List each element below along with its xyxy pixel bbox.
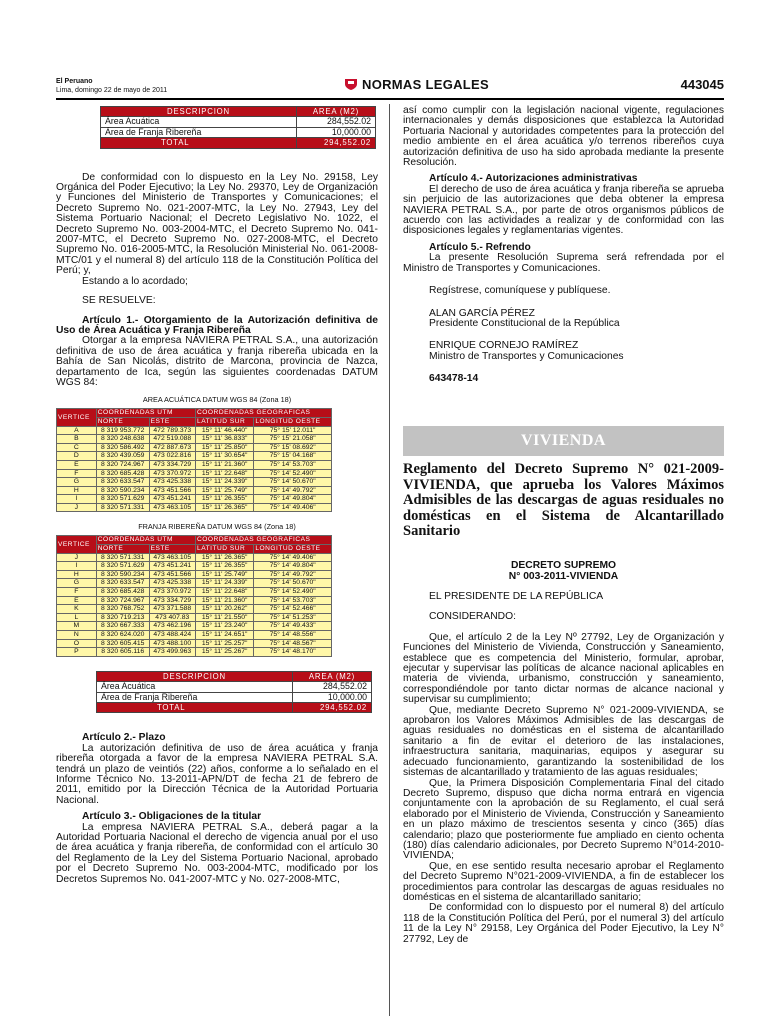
table-row xyxy=(57,553,332,562)
cell-vertice: J xyxy=(57,503,97,512)
cell-lon: 75° 14' 49.433" xyxy=(254,622,332,631)
paragraph: De conformidad con lo dispuesto en la Ley No. 29158, Ley Orgánica del Poder Ejecutivo; la Ley No. 29370, Ley de Organización y Funciones del Ministerio de Transportes y Comunicaciones; el Decreto Supremo No. 021-2007-MTC, la Ley No. 27943, Ley del Sistema Portuario Nacional; el Decreto Legislativo No. 1022, el Decreto Supremo No. 003-2004-MTC, el Decreto Supremo No. 041-2007-MTC, el Decreto Supremo No. 027-2008-MTC, el Decreto Supremo No. 016-2005-MTC, la Resolución Ministerial No. 061-2008-MTC/01 y el numeral 8) del artículo 118 de la Constitución Política del Perú; y, xyxy=(56,171,378,277)
row-value: 10,000.00 xyxy=(297,127,376,137)
cell-norte: 8 320 590.234 xyxy=(96,486,149,495)
publication-code: 643478-14 xyxy=(429,373,479,385)
total-value: 294,552.02 xyxy=(297,138,376,148)
row-value: 284,552.02 xyxy=(293,682,372,692)
col-desc: DESCRIPCION xyxy=(101,107,297,117)
table-row xyxy=(57,426,332,435)
article-title: Artículo 4.- Autorizaciones administrativas xyxy=(429,173,638,185)
paragraph: Otorgar a la empresa NAVIERA PETRAL S.A., una autorización definitiva de uso de área acuática y franja ribereña ubicada en la Bahía de San Nicolás, distrito de Marcona, provincia de Nazca, departamento de Ica, según las siguientes coordenadas DATUM WGS 84: xyxy=(56,335,378,388)
cell-lon: 75° 14' 53.703" xyxy=(254,460,332,469)
cell-lat: 15° 11' 22.648" xyxy=(196,588,254,597)
page-number: 443045 xyxy=(680,77,724,92)
cell-lat: 15° 11' 24.651" xyxy=(196,631,254,640)
section-bar-vivienda: VIVIENDA xyxy=(403,426,724,456)
table-row xyxy=(57,639,332,648)
cell-lon: 75° 14' 48.556" xyxy=(254,631,332,640)
table-row xyxy=(57,570,332,579)
cell-vertice: E xyxy=(57,596,97,605)
newspaper-name: El Peruano xyxy=(56,78,93,85)
cell-vertice: P xyxy=(57,648,97,657)
th-geo: COORDENADAS GEOGRAFICAS xyxy=(196,409,332,418)
paragraph: El derecho de uso de área acuática y franja ribereña se aprueba sin perjuicio de las autorizaciones que deba obtener la empresa NAVIERA PETRAL S.A., por parte de otros organismos públicos de acuerdo con las actividades a realizar y de conformidad con las disposiciones legales y reglamentarias vigentes. xyxy=(403,183,724,237)
cell-este: 473 334.729 xyxy=(149,460,195,469)
cell-este: 472 789.373 xyxy=(149,426,195,435)
total-label: TOTAL xyxy=(101,138,297,148)
cell-este: 473 451.566 xyxy=(149,570,195,579)
th-este: ESTE xyxy=(149,417,195,426)
cell-lon: 75° 14' 49.792" xyxy=(254,570,332,579)
cell-lon: 75° 14' 50.670" xyxy=(254,579,332,588)
cell-vertice: F xyxy=(57,469,97,478)
table-row xyxy=(57,605,332,614)
cell-lat: 15° 11' 26.355" xyxy=(196,562,254,571)
table-row xyxy=(57,452,332,461)
cell-norte: 8 320 571.331 xyxy=(96,503,149,512)
th-lat: LATITUD SUR xyxy=(196,417,254,426)
signatory-name: ENRIQUE CORNEJO RAMÍREZ xyxy=(429,340,579,352)
closing-formula: Regístrese, comuníquese y publíquese. xyxy=(429,285,611,297)
cell-vertice: F xyxy=(57,588,97,597)
cell-lon: 75° 15' 21.058" xyxy=(254,435,332,444)
row-value: 284,552.02 xyxy=(297,117,376,127)
cell-lon: 75° 14' 53.703" xyxy=(254,596,332,605)
cell-vertice: G xyxy=(57,579,97,588)
th-vertice: VERTICE xyxy=(57,536,97,553)
cell-lat: 15° 11' 24.339" xyxy=(196,579,254,588)
table-caption: FRANJA RIBEREÑA DATUM WGS 84 (Zona 18) xyxy=(138,522,296,532)
right-column-bottom xyxy=(403,592,724,945)
cell-vertice: K xyxy=(57,605,97,614)
cell-lat: 15° 11' 25.257" xyxy=(196,639,254,648)
cell-vertice: L xyxy=(57,613,97,622)
cell-este: 473 451.241 xyxy=(149,495,195,504)
paragraph: Que, la Primera Disposición Complementaria Final del citado Decreto Supremo, dispuso que dicha norma entrará en vigencia conjuntamente con la aprobación de su Reglamento, el cual será elaborado por el Ministerio de Vivienda, Construcción y Saneamiento en un plazo máximo de trescientos sesenta y cinco (365) días calendario; plazo que posteriormente fue ampliado en ciento ochenta (180) días calendario adicionales, por Decreto Supremo N°014-2010-VIVIENDA; xyxy=(403,777,724,862)
th-geo: COORDENADAS GEOGRAFICAS xyxy=(196,536,332,545)
signatory-title: Presidente Constitucional de la República xyxy=(429,317,620,329)
cell-este: 473 451.241 xyxy=(149,562,195,571)
paragraph: Que, mediante Decreto Supremo N° 021-2009-VIVIENDA, se aprobaron los Valores Máximos Admisibles de las descargas de aguas residuales no domésticas en el sistema de alcantarillado sanitario a fin de evitar el deterioro de las instalaciones, infraestructura sanitaria, maquinarias, equipos y asegurar su adecuado funcionamiento, garantizando la sostenibilidad de los sistemas de alcantarillado y tratamiento de las aguas residuales; xyxy=(403,704,724,779)
table-row xyxy=(57,469,332,478)
cell-lon: 75° 14' 49.406" xyxy=(254,553,332,562)
cell-lat: 15° 11' 20.262" xyxy=(196,605,254,614)
table-row xyxy=(57,622,332,631)
area-summary-table-bottom xyxy=(96,671,372,714)
article-title: Artículo 5.- Refrendo xyxy=(429,241,531,253)
table-row xyxy=(57,503,332,512)
cell-norte: 8 320 768.752 xyxy=(96,605,149,614)
col-area: AREA (M2) xyxy=(297,107,376,117)
cell-lat: 15° 11' 26.365" xyxy=(196,553,254,562)
th-norte: NORTE xyxy=(96,545,149,554)
cell-lat: 15° 11' 21.360" xyxy=(196,460,254,469)
cell-lon: 75° 14' 48.567" xyxy=(254,639,332,648)
cell-lon: 75° 15' 12.011" xyxy=(254,426,332,435)
cell-este: 473 370.972 xyxy=(149,588,195,597)
cell-lon: 75° 14' 49.406" xyxy=(254,503,332,512)
row-label: Área de Franja Ribereña xyxy=(97,692,293,702)
president-heading: EL PRESIDENTE DE LA REPÚBLICA xyxy=(429,591,604,602)
signatory-title: Ministro de Transportes y Comunicaciones xyxy=(429,350,624,362)
right-column-top xyxy=(403,106,724,385)
cell-lon: 75° 14' 49.792" xyxy=(254,486,332,495)
cell-lat: 15° 11' 25.749" xyxy=(196,570,254,579)
table-row xyxy=(57,596,332,605)
cell-lat: 15° 11' 26.365" xyxy=(196,503,254,512)
cell-este: 473 463.105 xyxy=(149,503,195,512)
cell-vertice: J xyxy=(57,553,97,562)
cell-lat: 15° 11' 25.267" xyxy=(196,648,254,657)
cell-este: 473 407.83 xyxy=(149,613,195,622)
cell-norte: 8 320 724.967 xyxy=(96,460,149,469)
paragraph: Que, el artículo 2 de la Ley Nº 27792, Ley de Organización y Funciones del Ministerio de Vivienda, Construcción y Saneamiento, establece que es competencia del Ministerio, formular, aprobar, ejecutar y supervisar las políticas de alcance nacional aplicables en materia de vivienda, urbanismo, construcción y saneamiento, correspondiéndole por tanto dictar normas de alcance nacional y supervisar su cumplimiento; xyxy=(403,631,724,706)
paragraph: De conformidad con lo dispuesto por el numeral 8) del artículo 118 de la Constitución Política del Perú, por el numeral 3) del artículo 11 de la Ley N° 29158, Ley Orgánica del Poder Ejecutivo, la Ley N° 27792, Ley de xyxy=(403,902,724,945)
article-title: Artículo 2.- Plazo xyxy=(82,732,166,744)
signatory-name: ALAN GARCÍA PÉREZ xyxy=(429,307,535,319)
article-title: Artículo 3.- Obligaciones de la titular xyxy=(82,811,262,823)
table-row xyxy=(57,648,332,657)
cell-lat: 15° 11' 21.360" xyxy=(196,596,254,605)
paragraph: La empresa NAVIERA PETRAL S.A., deberá pagar a la Autoridad Portuaria Nacional el derecho de vigencia anual por el uso de área acuática y franja ribereña, de conformidad con el artículo 30 del Reglamento de la Ley del Sistema Portuario Nacional, aprobado por el Decreto Supremo No. 003-2004-MTC, modificado por los Decretos Supremos No. 041-2007-MTC y No. 027-2008-MTC, xyxy=(56,821,378,885)
cell-vertice: A xyxy=(57,426,97,435)
th-lon: LONGITUD OESTE xyxy=(254,545,332,554)
cell-norte: 8 320 624.020 xyxy=(96,631,149,640)
cell-vertice: D xyxy=(57,452,97,461)
article-title: Artículo 1.- Otorgamiento de la Autorización definitiva de Uso de Área Acuática y Franja Ribereña xyxy=(56,314,378,336)
cell-lon: 75° 15' 08.692" xyxy=(254,443,332,452)
cell-lon: 75° 14' 50.670" xyxy=(254,478,332,487)
cell-norte: 8 320 685.428 xyxy=(96,588,149,597)
cell-norte: 8 320 571.331 xyxy=(96,553,149,562)
cell-norte: 8 320 248.638 xyxy=(96,435,149,444)
cell-vertice: O xyxy=(57,639,97,648)
cell-este: 472 887.673 xyxy=(149,443,195,452)
paragraph: Estando a lo acordado; xyxy=(82,275,188,287)
cell-lat: 15° 11' 30.654" xyxy=(196,452,254,461)
total-value: 294,552.02 xyxy=(293,703,372,713)
cell-este: 473 370.972 xyxy=(149,469,195,478)
cell-norte: 8 320 586.492 xyxy=(96,443,149,452)
decree-title: Reglamento del Decreto Supremo N° 021-2009-VIVIENDA, que aprueba los Valores Máximos Admisibles de las descargas de aguas residuales no domésticas en el Sistema de Alcantarillado Sanitario xyxy=(403,461,724,540)
paragraph: La autorización definitiva de uso de área acuática y franja ribereña otorgada a favor de la empresa NAVIERA PETRAL S.A. tendrá un plazo de veintiós (22) años, conforme a lo señalado en el Informe Técnico No. 13-2011-APN/DT de fecha 21 de febrero de 2011, emitido por la Dirección Técnica de la Autoridad Portuaria Nacional. xyxy=(56,742,378,806)
th-lat: LATITUD SUR xyxy=(196,545,254,554)
cell-vertice: G xyxy=(57,478,97,487)
th-lon: LONGITUD OESTE xyxy=(254,417,332,426)
peru-shield-icon xyxy=(344,78,358,90)
page-header xyxy=(56,74,724,98)
cell-norte: 8 320 633.547 xyxy=(96,579,149,588)
table-row xyxy=(57,613,332,622)
table-row xyxy=(57,495,332,504)
cell-lat: 15° 11' 21.550" xyxy=(196,613,254,622)
considerando-heading: CONSIDERANDO: xyxy=(429,611,516,623)
cell-norte: 8 320 439.059 xyxy=(96,452,149,461)
left-column xyxy=(56,106,378,885)
header-rule xyxy=(56,98,724,100)
row-label: Área de Franja Ribereña xyxy=(101,127,297,137)
cell-vertice: M xyxy=(57,622,97,631)
th-este: ESTE xyxy=(149,545,195,554)
row-label: Área Acuática xyxy=(101,117,297,127)
cell-este: 473 371.588 xyxy=(149,605,195,614)
table-caption: AREA ACUÁTICA DATUM WGS 84 (Zona 18) xyxy=(142,395,292,405)
cell-este: 473 022.816 xyxy=(149,452,195,461)
cell-lon: 75° 14' 49.804" xyxy=(254,562,332,571)
cell-norte: 8 320 724.967 xyxy=(96,596,149,605)
cell-lat: 15° 11' 24.339" xyxy=(196,478,254,487)
coords-table-acuatica xyxy=(56,408,332,512)
cell-norte: 8 320 605.415 xyxy=(96,639,149,648)
coords-table-franja xyxy=(56,535,332,656)
th-utm: COORDENADAS UTM xyxy=(96,409,195,418)
cell-vertice: H xyxy=(57,570,97,579)
cell-este: 473 488.424 xyxy=(149,631,195,640)
cell-vertice: E xyxy=(57,460,97,469)
cell-lon: 75° 14' 52.490" xyxy=(254,588,332,597)
cell-norte: 8 320 685.428 xyxy=(96,469,149,478)
cell-este: 473 462.196 xyxy=(149,622,195,631)
table-row xyxy=(57,631,332,640)
cell-lat: 15° 11' 23.240" xyxy=(196,622,254,631)
table-row xyxy=(57,478,332,487)
cell-vertice: I xyxy=(57,495,97,504)
section-title xyxy=(344,77,489,92)
decree-number xyxy=(403,560,724,582)
cell-lon: 75° 14' 52.490" xyxy=(254,469,332,478)
row-value: 10,000.00 xyxy=(293,692,372,702)
table-row xyxy=(57,486,332,495)
table-row xyxy=(57,579,332,588)
th-vertice: VERTICE xyxy=(57,409,97,426)
paragraph: así como cumplir con la legislación nacional vigente, regulaciones internacionales y demás disposiciones que establezca la Autoridad Portuaria Nacional y autoridades competentes para la protección del medio ambiente en el área acuática y/o terrenos ribereños cuya autorización definitiva de uso ha sido aprobada mediante la presente Resolución. xyxy=(403,105,724,169)
col-area: AREA (M2) xyxy=(293,671,372,681)
cell-vertice: B xyxy=(57,435,97,444)
cell-este: 472 519.088 xyxy=(149,435,195,444)
decree-code: N° 003-2011-VIVIENDA xyxy=(508,571,619,582)
cell-lat: 15° 11' 25.749" xyxy=(196,486,254,495)
cell-lon: 75° 14' 51.253" xyxy=(254,613,332,622)
cell-este: 473 425.338 xyxy=(149,478,195,487)
cell-este: 473 499.963 xyxy=(149,648,195,657)
cell-norte: 8 320 667.333 xyxy=(96,622,149,631)
cell-lon: 75° 14' 52.466" xyxy=(254,605,332,614)
column-separator xyxy=(389,104,390,1016)
table-row xyxy=(57,460,332,469)
th-utm: COORDENADAS UTM xyxy=(96,536,195,545)
cell-lat: 15° 11' 46.440" xyxy=(196,426,254,435)
cell-norte: 8 319 953.772 xyxy=(96,426,149,435)
col-desc: DESCRIPCION xyxy=(97,671,293,681)
paragraph: Que, en ese sentido resulta necesario aprobar el Reglamento del Decreto Supremo N°021-2009-VIVIENDA, a fin de establecer los procedimientos para controlar las descargas de aguas residuales no domésticas en el sistema de alcantarillado sanitario; xyxy=(403,860,724,903)
cell-este: 473 463.105 xyxy=(149,553,195,562)
row-label: Área Acuática xyxy=(97,682,293,692)
cell-norte: 8 320 633.547 xyxy=(96,478,149,487)
cell-este: 473 451.566 xyxy=(149,486,195,495)
cell-norte: 8 320 719.213 xyxy=(96,613,149,622)
table-row xyxy=(57,562,332,571)
area-summary-table-top xyxy=(100,106,376,149)
cell-este: 473 425.338 xyxy=(149,579,195,588)
cell-vertice: I xyxy=(57,562,97,571)
cell-lon: 75° 14' 49.804" xyxy=(254,495,332,504)
resolves-heading: SE RESUELVE: xyxy=(82,295,156,307)
paragraph: La presente Resolución Suprema será refrendada por el Ministro de Transportes y Comunicaciones. xyxy=(403,252,724,274)
total-label: TOTAL xyxy=(97,703,293,713)
cell-lat: 15° 11' 22.648" xyxy=(196,469,254,478)
cell-norte: 8 320 571.629 xyxy=(96,562,149,571)
cell-norte: 8 320 571.629 xyxy=(96,495,149,504)
cell-lat: 15° 11' 36.833" xyxy=(196,435,254,444)
cell-vertice: H xyxy=(57,486,97,495)
cell-vertice: N xyxy=(57,631,97,640)
issue-date: Lima, domingo 22 de mayo de 2011 xyxy=(56,87,168,94)
cell-vertice: C xyxy=(57,443,97,452)
section-title-text: NORMAS LEGALES xyxy=(362,77,489,92)
decree-label: DECRETO SUPREMO xyxy=(510,560,617,571)
cell-este: 473 488.100 xyxy=(149,639,195,648)
cell-lon: 75° 15' 04.168" xyxy=(254,452,332,461)
cell-norte: 8 320 590.234 xyxy=(96,570,149,579)
cell-este: 473 334.729 xyxy=(149,596,195,605)
table-row xyxy=(57,435,332,444)
cell-norte: 8 320 605.116 xyxy=(96,648,149,657)
cell-lat: 15° 11' 26.355" xyxy=(196,495,254,504)
table-row xyxy=(57,443,332,452)
cell-lon: 75° 14' 48.170" xyxy=(254,648,332,657)
table-row xyxy=(57,588,332,597)
cell-lat: 15° 11' 25.850" xyxy=(196,443,254,452)
th-norte: NORTE xyxy=(96,417,149,426)
